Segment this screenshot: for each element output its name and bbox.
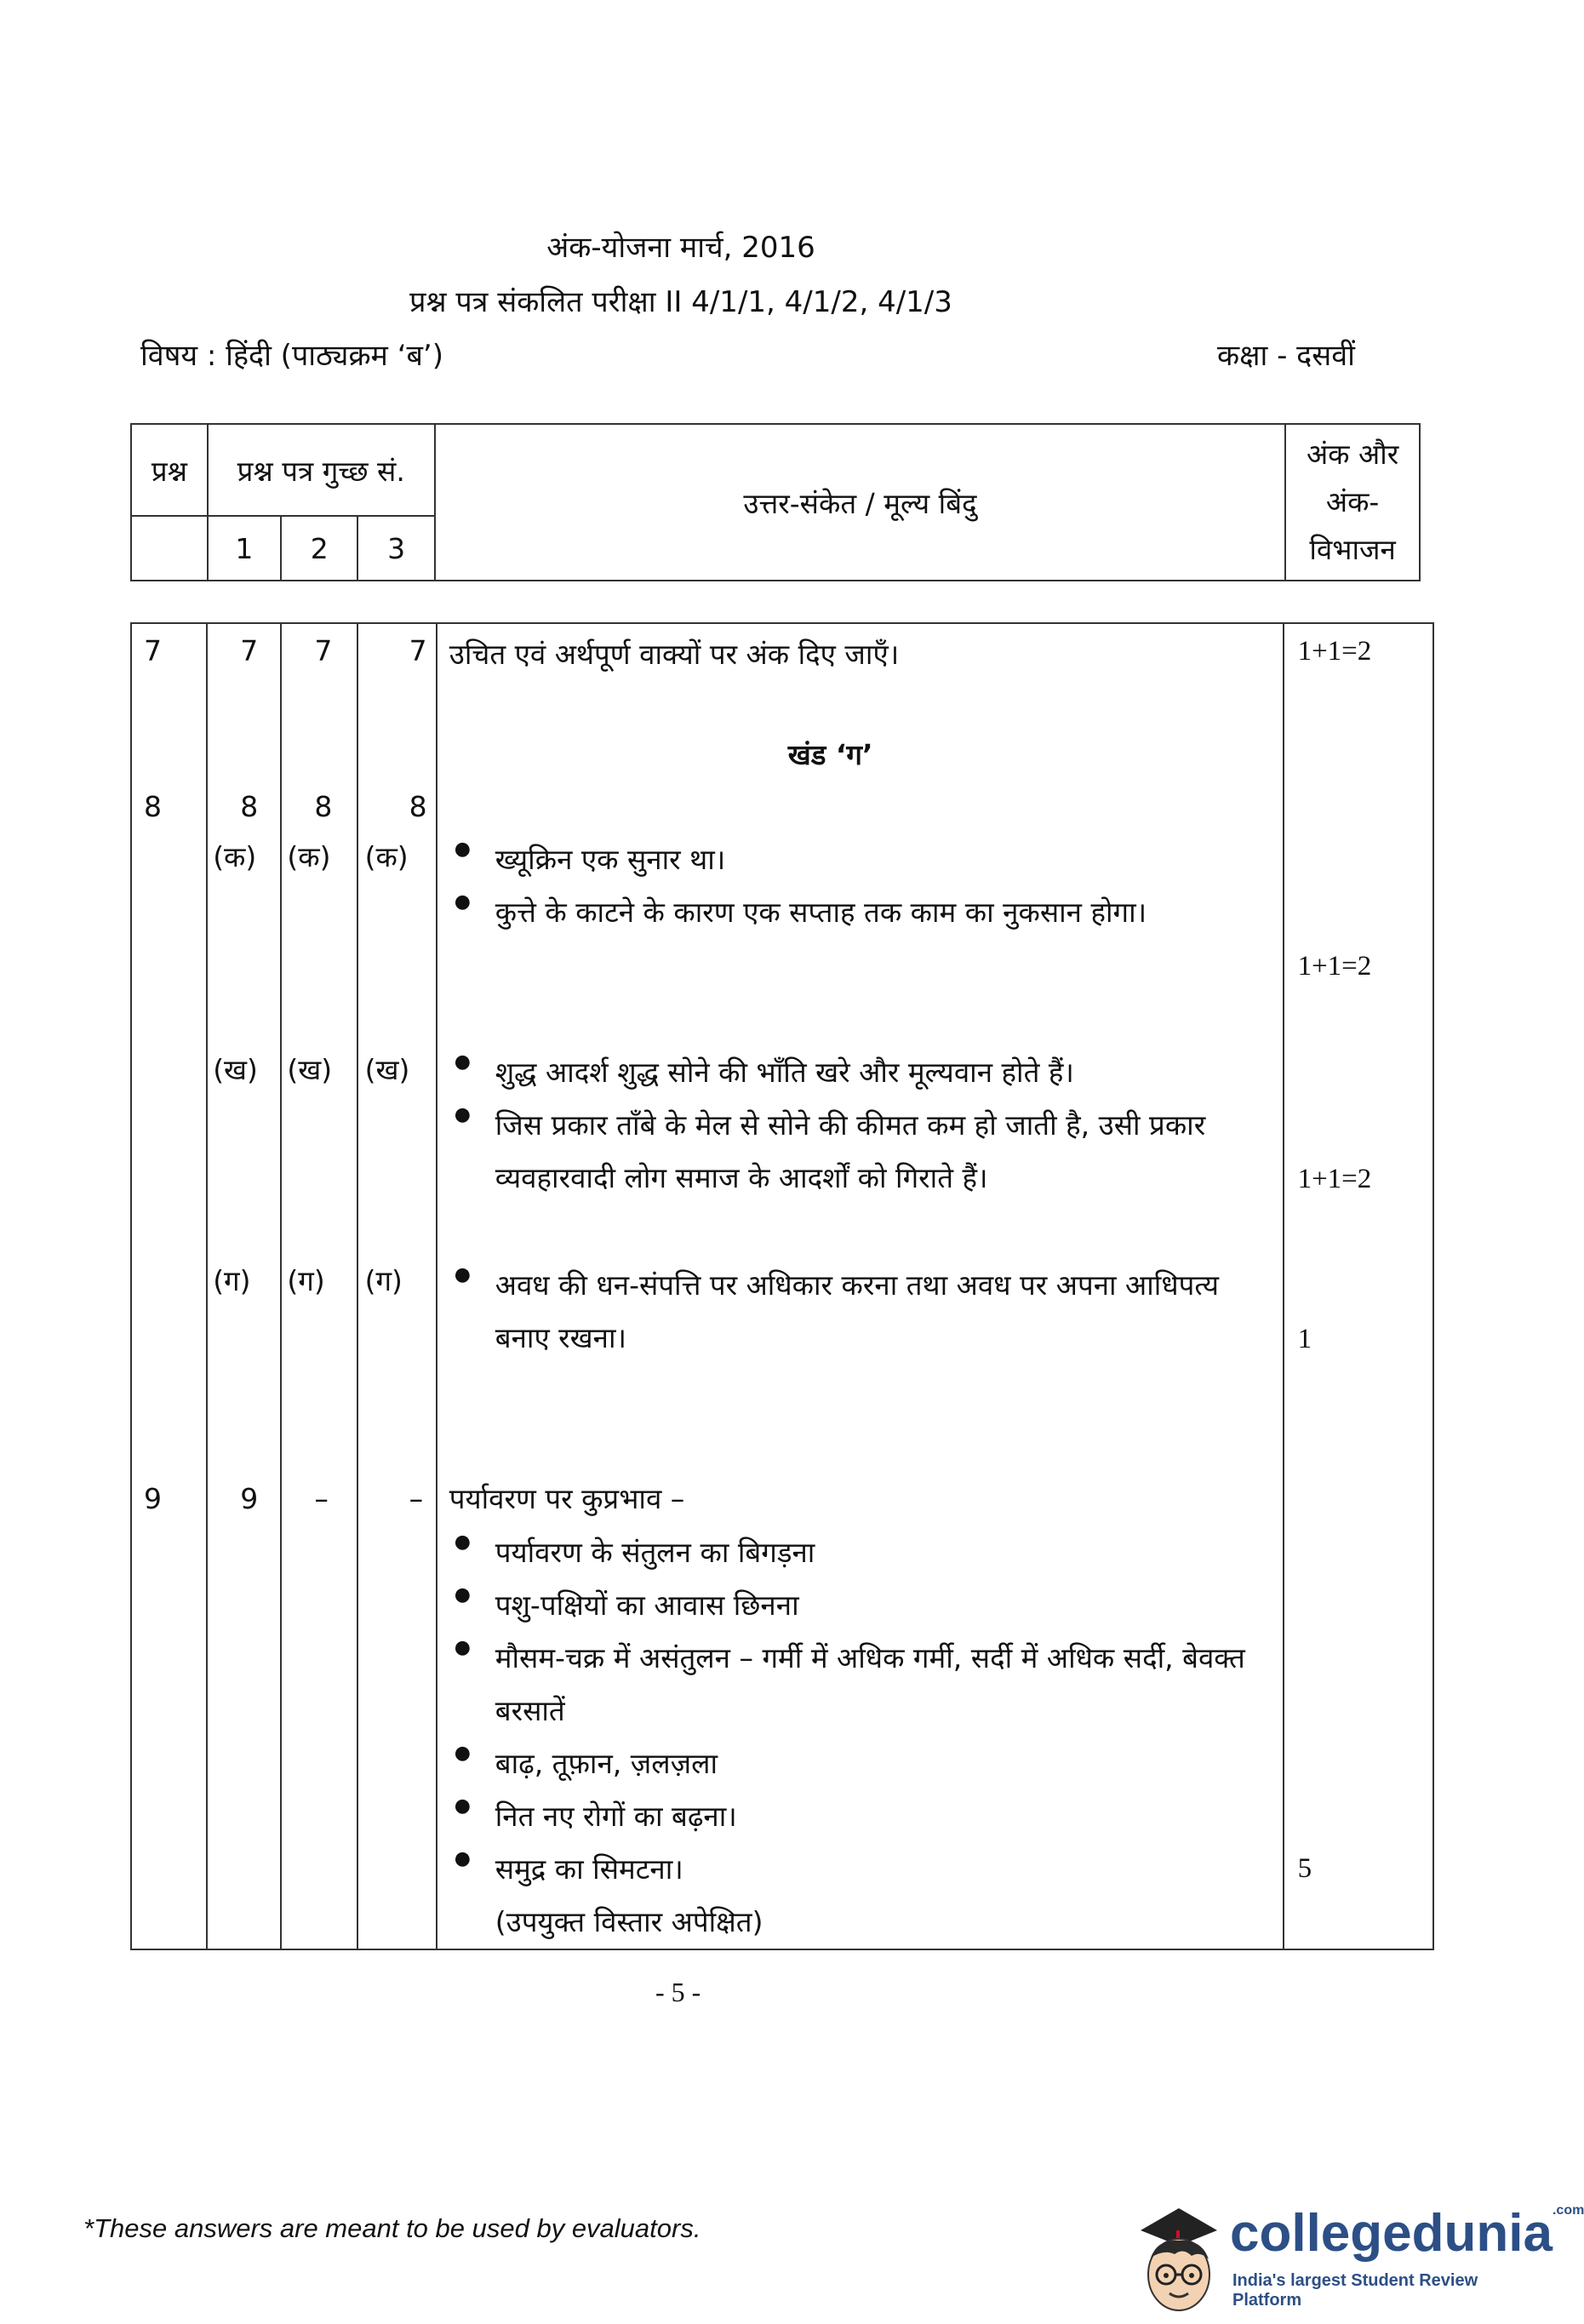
q9-marks: 5 [1297, 1853, 1312, 1884]
q8c-marks: 1 [1297, 1324, 1312, 1354]
col-question-header: प्रश्न [131, 424, 208, 516]
q7-marks: 1+1=2 [1297, 636, 1372, 667]
q9-set2: – [314, 1482, 329, 1515]
set2-column [281, 623, 357, 1949]
col-set-header: प्रश्न पत्र गुच्छ सं. [208, 424, 435, 516]
q8a-label-set2: (क) [287, 840, 331, 873]
q8-set3: 8 [409, 790, 427, 823]
bullet-icon: ● [454, 1264, 471, 1285]
paper-codes: प्रश्न पत्र संकलित परीक्षा II 4/1/1, 4/1/2, 4/1/3 [409, 285, 952, 319]
q8b-label-set3: (ख) [364, 1053, 410, 1086]
bullet-icon: ● [454, 1104, 471, 1125]
col-answer-header: उत्तर-संकेत / मूल्य बिंदु [435, 424, 1285, 581]
q8a-label-set3: (क) [364, 840, 409, 873]
q8a-marks: 1+1=2 [1297, 951, 1372, 982]
set3-column [357, 623, 437, 1949]
col-question-blank [131, 516, 208, 581]
q8b-label-set1: (ख) [213, 1053, 258, 1086]
bullet-icon: ● [454, 1584, 471, 1606]
subject-label: विषय : हिंदी (पाठ्यक्रम ‘ब’) [140, 339, 443, 373]
q9-set3: – [409, 1482, 424, 1515]
q7-answer: उचित एवं अर्थपूर्ण वाक्यों पर अंक दिए जाएँ। [449, 638, 900, 671]
mascot-icon [1132, 2196, 1226, 2321]
q9-intro: पर्यावरण पर कुप्रभाव – [449, 1482, 685, 1515]
header-table [130, 423, 1421, 581]
marks-column [1284, 623, 1433, 1949]
q8a-label-set1: (क) [213, 840, 257, 873]
page-number: - 5 - [655, 1977, 701, 2007]
bullet-icon: ● [454, 1743, 471, 1764]
logo-tagline: India's largest Student Review Platform [1232, 2271, 1478, 2310]
evaluator-disclaimer: *These answers are meant to be used by evaluators. [83, 2213, 701, 2243]
q8c-label-set3: (ग) [364, 1264, 403, 1297]
answer-table [130, 622, 1434, 1950]
collegedunia-logo [1132, 2196, 1584, 2321]
q9-number: 9 [144, 1482, 162, 1515]
q7-number: 7 [144, 634, 162, 667]
bullet-icon: ● [454, 1795, 471, 1817]
bullet-icon: ● [454, 1531, 471, 1553]
set-col-2: 2 [281, 516, 357, 581]
q7-set1: 7 [240, 634, 259, 667]
bullet-icon: ● [454, 1848, 471, 1869]
q9-set1: 9 [240, 1482, 259, 1515]
set-col-1: 1 [208, 516, 281, 581]
answer-column: उचित एवं अर्थपूर्ण वाक्यों पर अंक दिए जाएँ। खंड ‘ग’ ● ख्यूक्रिन एक सुनार था। ● कुत्ते के काटने के कारण एक सप्ताह तक काम का नुकसान होगा। ● शुद्ध आदर्श शुद्ध सोने की भाँति खरे और मूल्यवान होते हैं। ● जिस प्रकार ताँबे के मेल से सोने की कीमत कम हो जाती है, उसी प्रकार व्यवहारवादी लोग समाज के आदर्शों को गिराते हैं। ● अवध की धन-संपत्ति पर अधिकार करना तथा अवध पर अपना आधिपत्य बनाए रखना। पर्यावरण पर कुप्रभाव – ● पर्यावरण के संतुलन का बिगड़ना ● पशु-पक्षियों का आवास छिनना ● मौसम-चक्र में असंतुलन – गर्मी में अधिक गर्मी, सर्दी में अधिक सर्दी, बेवक्त बरसातें ● बाढ़, तूफ़ान, ज़लज़ला ● नित नए रोगों का बढ़ना। ● समुद्र का सिमटना। (उपयुक्त विस्तार अपेक्षित) [437, 623, 1284, 1949]
section-heading: खंड ‘ग’ [787, 738, 873, 771]
page-title: अंक-योजना मार्च, 2016 [546, 231, 815, 265]
bullet-icon: ● [454, 891, 471, 913]
q7-set2: 7 [314, 634, 333, 667]
q8-set2: 8 [314, 790, 333, 823]
q8-set1: 8 [240, 790, 259, 823]
q8b-label-set2: (ख) [287, 1053, 333, 1086]
q8c-label-set2: (ग) [287, 1264, 325, 1297]
q8c-label-set1: (ग) [213, 1264, 251, 1297]
bullet-icon: ● [454, 1637, 471, 1658]
set1-column [207, 623, 281, 1949]
col-marks-header: अंक और अंक-विभाजन [1285, 424, 1420, 581]
bullet-icon: ● [454, 1051, 471, 1073]
q8-number: 8 [144, 790, 162, 823]
q7-set3: 7 [409, 634, 427, 667]
question-column [131, 623, 207, 1949]
logo-wordmark: collegedunia$^{.com}$ [1230, 2203, 1584, 2263]
class-label: कक्षा - दसवीं [1217, 339, 1355, 373]
q8b-marks: 1+1=2 [1297, 1164, 1372, 1194]
bullet-icon: ● [454, 839, 471, 860]
set-col-3: 3 [357, 516, 434, 581]
